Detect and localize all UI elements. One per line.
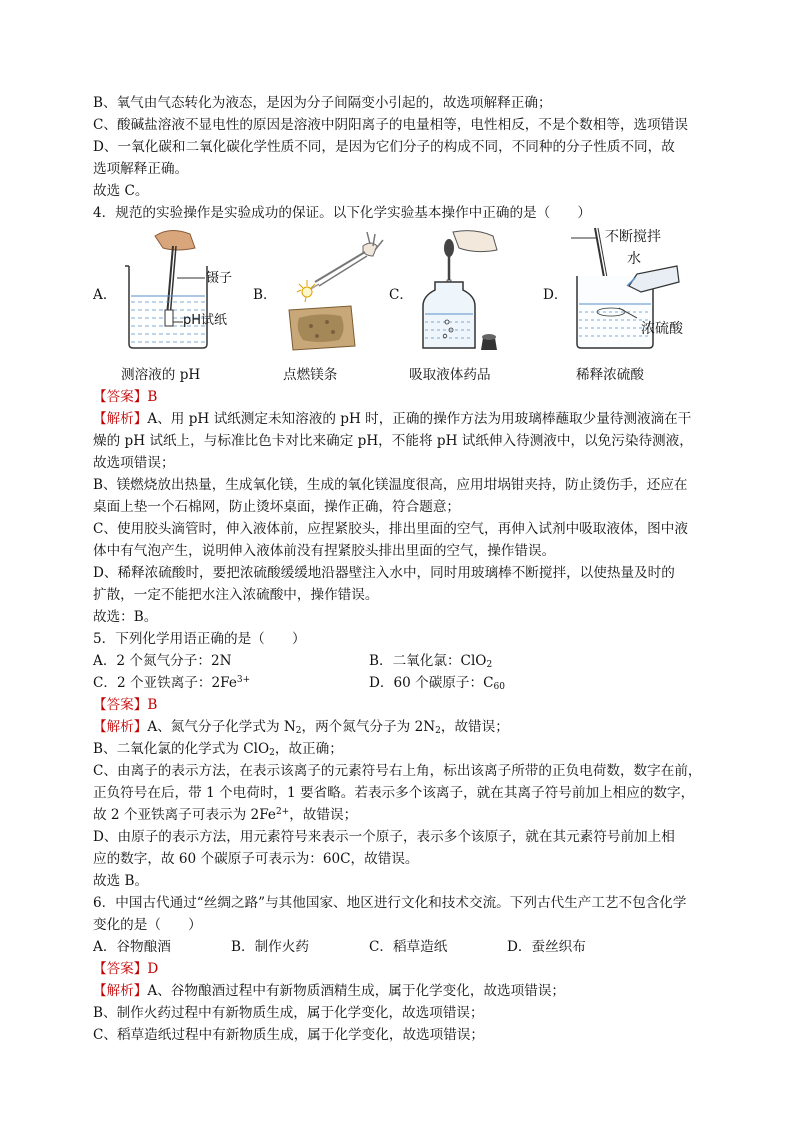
answer-tag: 【答案】 — [93, 697, 148, 713]
q4-analysis-line7: 体中有气泡产生，说明伸入液体前没有捏紧胶头排出里面的空气，操作错误。 — [93, 543, 556, 559]
q4-analysis-line5: 桌面上垫一个石棉网，防止烫坏桌面，操作正确，符合题意； — [93, 499, 461, 515]
q4-stem: 4．规范的实验操作是实验成功的保证。以下化学实验基本操作中正确的是（ ） — [93, 205, 592, 221]
answer-tag: 【答案】 — [93, 389, 148, 405]
q4-option-c-caption: 吸取液体药品 — [409, 367, 491, 383]
q5-option-a: A．2 个氮气分子：2N — [93, 653, 232, 669]
q5-option-b-text: B．二氧化氯：ClO — [369, 653, 487, 669]
prev-option-d-line1: D、一氧化碳和二氧化碳化学性质不同，是因为它们分子的构成不同，不同种的分子性质不同，故 — [93, 139, 675, 155]
q5-options-row2 — [93, 672, 703, 694]
q5-option-b — [369, 653, 492, 669]
analysis-tag: 【解析】 — [93, 983, 148, 999]
q4-option-b-letter: B． — [253, 287, 277, 303]
q5-analysis-d2: 应的数字，故 60 个碳原子可表示为：60C，故错误。 — [93, 851, 419, 867]
q6-option-b: B．制作火药 — [231, 939, 309, 955]
q6-analysis-line1 — [93, 980, 703, 1002]
q4-figures — [93, 226, 703, 386]
prev-option-c: C、酸碱盐溶液不显电性的原因是溶液中阴阳离子的电量相等，电性相反，不是个数相等，选项错误 — [93, 117, 688, 133]
q4-analysis-line3: 故选项错误； — [93, 455, 175, 471]
q5-b-post: ，故正确； — [274, 741, 343, 757]
q4-figure-b — [275, 226, 385, 356]
q5-a-sub2: 2 — [435, 726, 441, 736]
prev-option-b: B、氧气由气态转化为液态，是因为分子间隔变小引起的，故选项解释正确； — [93, 95, 552, 111]
q5-option-c-text: C．2 个亚铁离子：2Fe — [93, 675, 237, 691]
q4-analysis-line6: C、使用胶头滴管时，伸入液体前，应捏紧胶头，排出里面的空气，再伸入试剂中吸取液体，图中液 — [93, 521, 688, 537]
q6-option-a: A．谷物酿酒 — [93, 939, 171, 955]
q5-a-mid: ，两个氮气分子为 2N — [301, 719, 436, 735]
q5-analysis-d1: D、由原子的表示方法，用元素符号来表示一个原子，表示多个该原子，就在其元素符号前加上相 — [93, 829, 675, 845]
q6-analysis-line2: B、制作火药过程中有新物质生成，属于化学变化，故选项错误； — [93, 1005, 484, 1021]
prev-conclusion: 故选 C。 — [93, 183, 149, 199]
q4-option-b-caption: 点燃镁条 — [283, 367, 338, 383]
q4-option-a-caption: 测溶液的 pH — [121, 367, 201, 383]
q6-options — [93, 936, 703, 958]
q5-c3-sup: 2+ — [275, 807, 290, 817]
q5-b-text: B、二氧化氯的化学式为 ClO — [93, 741, 270, 757]
q4-label-tweezers: 镊子 — [206, 271, 233, 286]
q5-option-c — [93, 672, 369, 694]
analysis-text: A、谷物酿酒过程中有新物质酒精生成，属于化学变化，故选项错误； — [147, 983, 566, 999]
q5-analysis-c2: 正负符号在后，带 1 个电荷时，1 要省略。若表示多个该离子，就在其离子符号前加上相应的数字， — [93, 785, 695, 801]
answer-tag: 【答案】 — [93, 961, 148, 977]
q5-analysis-b — [93, 738, 703, 760]
q5-b-sub: 2 — [269, 748, 275, 758]
q4-option-c-letter: C． — [389, 287, 413, 303]
q4-analysis-line8: D、稀释浓硫酸时，要把浓硫酸缓缓地沿器壁注入水中，同时用玻璃棒不断搅拌，以使热量及时的 — [93, 565, 675, 581]
q4-figure-c — [413, 226, 523, 356]
q5-option-c-sup: 3+ — [236, 675, 251, 685]
q4-label-water: 水 — [627, 251, 641, 267]
q4-analysis-line9: 扩散，一定不能把水注入浓硫酸中，操作错误。 — [93, 587, 379, 603]
q4-label-conc-acid: 浓硫酸 — [641, 321, 683, 337]
q4-conclusion: 故选：B。 — [93, 609, 158, 625]
q5-c3-post: ，故错误； — [289, 807, 358, 823]
q5-a-post: ，故错误； — [440, 719, 509, 735]
analysis-tag: 【解析】 — [93, 719, 148, 735]
q5-option-d — [369, 675, 505, 691]
q6-stem-line1: 6．中国古代通过“丝绸之路”与其他国家、地区进行文化和技术交流。下列古代生产工艺不包含化学 — [93, 895, 687, 911]
q6-analysis-line3: C、稻草造纸过程中有新物质生成，属于化学变化，故选项错误； — [93, 1027, 485, 1043]
q6-option-c: C．稻草造纸 — [369, 939, 448, 955]
q6-stem-line2: 变化的是（ ） — [93, 917, 202, 933]
q4-analysis-line2: 燥的 pH 试纸上，与标准比色卡对比来确定 pH，不能将 pH 试纸伸入待测液中，以免污染待测液， — [93, 433, 693, 449]
q4-answer — [93, 386, 703, 408]
q6-answer — [93, 958, 703, 980]
q5-options-row1 — [93, 650, 703, 672]
q4-label-stir: 不断搅拌 — [605, 229, 661, 245]
q4-option-d-letter: D． — [543, 287, 568, 303]
q4-option-d-caption: 稀释浓硫酸 — [576, 367, 644, 383]
q5-a-text: A、氮气分子化学式为 N — [147, 719, 296, 735]
q5-analysis-c1: C、由离子的表示方法，在表示该离子的元素符号右上角，标出该离子所带的正负电荷数，数字在前， — [93, 763, 702, 779]
q4-figure-a — [115, 226, 245, 356]
q5-answer — [93, 694, 703, 716]
answer-value: B — [147, 389, 158, 405]
q4-option-a-letter: A． — [93, 287, 117, 303]
analysis-tag: 【解析】 — [93, 411, 148, 427]
q5-analysis-c3 — [93, 804, 703, 826]
q4-analysis-line1 — [93, 408, 703, 430]
q5-a-sub1: 2 — [295, 726, 302, 736]
q5-c3-text: 故 2 个亚铁离子可表示为 2Fe — [93, 807, 276, 823]
q5-option-b-sub: 2 — [486, 660, 493, 670]
q5-conclusion: 故选 B。 — [93, 873, 149, 889]
answer-value: B — [147, 697, 158, 713]
analysis-text: A、用 pH 试纸测定未知溶液的 pH 时，正确的操作方法为用玻璃棒蘸取少量待测液滴在干 — [147, 411, 692, 427]
q5-stem: 5．下列化学用语正确的是（ ） — [93, 631, 306, 647]
q5-option-d-text: D．60 个碳原子：C — [369, 675, 494, 691]
prev-option-d-line2: 选项解释正确。 — [93, 161, 189, 177]
q5-analysis-a — [93, 716, 703, 738]
answer-value: D — [147, 961, 159, 977]
document-content — [93, 92, 703, 1046]
q6-option-d: D．蚕丝织布 — [507, 939, 586, 955]
q4-analysis-line4: B、镁燃烧放出热量，生成氧化镁，生成的氧化镁温度很高，应用坩埚钳夹持，防止烫伤手，还应在 — [93, 477, 688, 493]
q5-option-d-sub: 60 — [493, 682, 505, 692]
q4-label-ph-paper: pH试纸 — [183, 313, 228, 328]
